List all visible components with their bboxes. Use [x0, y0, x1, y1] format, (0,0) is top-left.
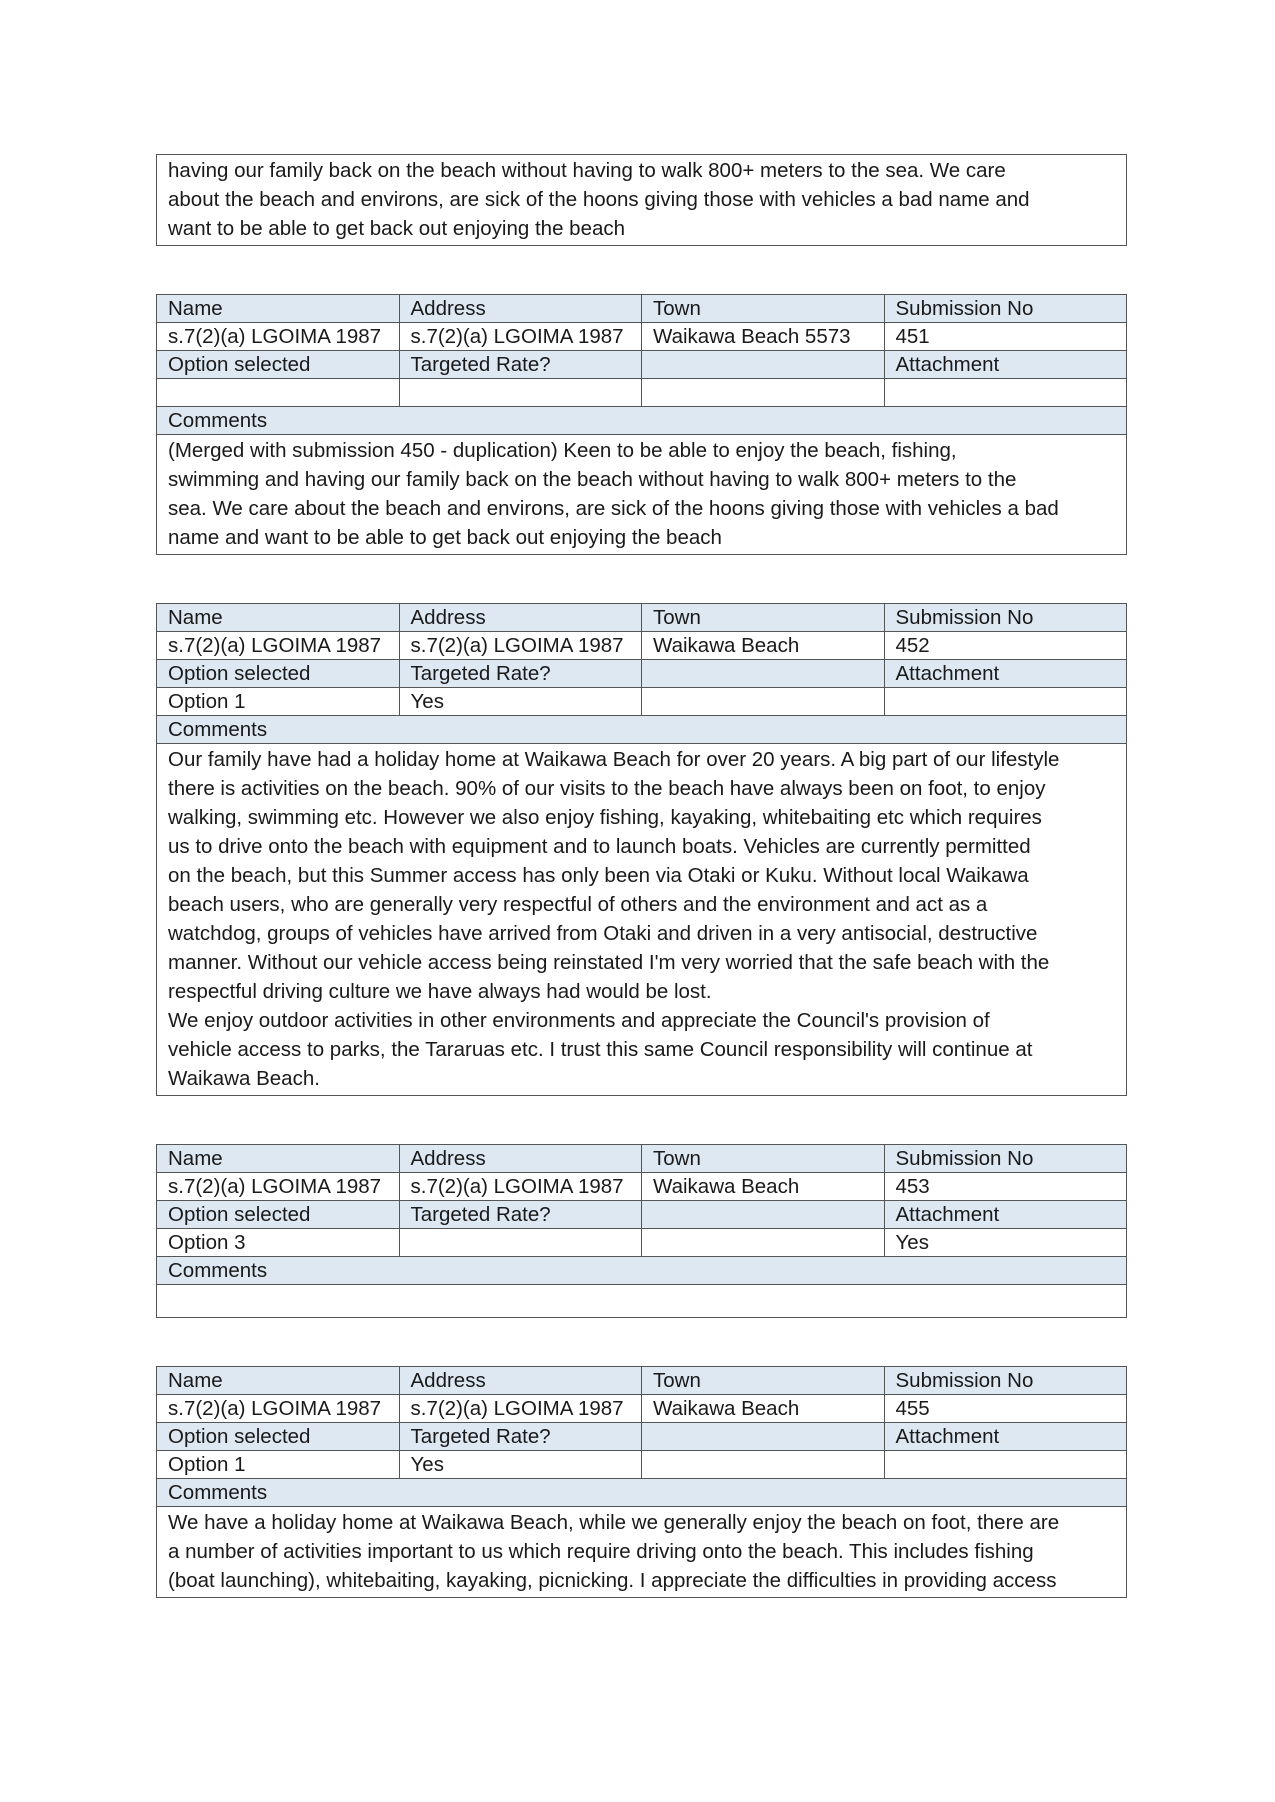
comment-line: We have a holiday home at Waikawa Beach, while we generally enjoy the beach on foot, there are	[168, 1511, 1060, 1534]
document-page	[156, 154, 1127, 1598]
comment-line: (boat launching), whitebaiting, kayaking, picnicking. I appreciate the difficulties in providing access	[168, 1569, 1057, 1592]
empty-value-cell	[642, 1229, 885, 1257]
empty-header-cell	[642, 1201, 885, 1229]
submission-no-value: 453	[884, 1173, 1127, 1201]
address-value: s.7(2)(a) LGOIMA 1987	[399, 1395, 642, 1423]
town-value: Waikawa Beach	[642, 632, 885, 660]
address-header: Address	[399, 1367, 642, 1395]
empty-header-cell	[642, 1423, 885, 1451]
address-value: s.7(2)(a) LGOIMA 1987	[399, 632, 642, 660]
comment-line: watchdog, groups of vehicles have arrived from Otaki and driven in a very antisocial, destructive	[168, 922, 1038, 945]
name-header: Name	[157, 604, 400, 632]
empty-header-cell	[642, 351, 885, 379]
continued-comment-box	[156, 154, 1127, 246]
targeted-rate-header: Targeted Rate?	[399, 660, 642, 688]
address-header: Address	[399, 1145, 642, 1173]
targeted-rate-value: Yes	[399, 1451, 642, 1479]
comments-header: Comments	[157, 716, 1127, 744]
option-selected-header: Option selected	[157, 1423, 400, 1451]
attachment-value	[884, 379, 1127, 407]
comments-header: Comments	[157, 1479, 1127, 1507]
comment-line: vehicle access to parks, the Tararuas etc. I trust this same Council responsibility will continue at	[168, 1038, 1033, 1061]
comment-line: name and want to be able to get back out enjoying the beach	[168, 526, 722, 549]
submission-list	[156, 246, 1127, 1598]
name-value: s.7(2)(a) LGOIMA 1987	[157, 323, 400, 351]
comment-line	[168, 1286, 1115, 1315]
comments-value	[157, 1285, 1127, 1318]
submission-no-value: 451	[884, 323, 1127, 351]
name-value: s.7(2)(a) LGOIMA 1987	[157, 1395, 400, 1423]
attachment-header: Attachment	[884, 1201, 1127, 1229]
address-value: s.7(2)(a) LGOIMA 1987	[399, 1173, 642, 1201]
targeted-rate-value: Yes	[399, 688, 642, 716]
submission-no-header: Submission No	[884, 295, 1127, 323]
name-header: Name	[157, 1367, 400, 1395]
comment-line: want to be able to get back out enjoying the beach	[168, 217, 626, 240]
comment-line: sea. We care about the beach and environs, are sick of the hoons giving those with vehicles a bad	[168, 497, 1059, 520]
town-header: Town	[642, 1367, 885, 1395]
comment-line: respectful driving culture we have always had would be lost.	[168, 980, 712, 1003]
empty-header-cell	[642, 660, 885, 688]
comment-line: beach users, who are generally very respectful of others and the environment and act as a	[168, 893, 988, 916]
submission-no-value: 452	[884, 632, 1127, 660]
attachment-value	[884, 688, 1127, 716]
address-value: s.7(2)(a) LGOIMA 1987	[399, 323, 642, 351]
comment-line: a number of activities important to us which require driving onto the beach. This includes fishing	[168, 1540, 1034, 1563]
town-header: Town	[642, 604, 885, 632]
comment-line: walking, swimming etc. However we also enjoy fishing, kayaking, whitebaiting etc which requires	[168, 806, 1042, 829]
targeted-rate-header: Targeted Rate?	[399, 351, 642, 379]
attachment-value	[884, 1451, 1127, 1479]
option-selected-value: Option 3	[157, 1229, 400, 1257]
targeted-rate-value	[399, 379, 642, 407]
option-selected-value: Option 1	[157, 688, 400, 716]
comments-value	[157, 1507, 1127, 1598]
comment-line: having our family back on the beach without having to walk 800+ meters to the sea. We care	[168, 159, 1006, 182]
submission-no-header: Submission No	[884, 604, 1127, 632]
attachment-header: Attachment	[884, 660, 1127, 688]
submission-table	[156, 294, 1127, 555]
town-value: Waikawa Beach	[642, 1173, 885, 1201]
address-header: Address	[399, 604, 642, 632]
option-selected-header: Option selected	[157, 660, 400, 688]
name-value: s.7(2)(a) LGOIMA 1987	[157, 632, 400, 660]
comment-line: Waikawa Beach.	[168, 1067, 320, 1090]
submission-table	[156, 603, 1127, 1096]
submission-no-header: Submission No	[884, 1145, 1127, 1173]
name-value: s.7(2)(a) LGOIMA 1987	[157, 1173, 400, 1201]
town-header: Town	[642, 295, 885, 323]
comment-line: about the beach and environs, are sick of the hoons giving those with vehicles a bad name and	[168, 188, 1030, 211]
address-header: Address	[399, 295, 642, 323]
town-value: Waikawa Beach 5573	[642, 323, 885, 351]
comment-line: (Merged with submission 450 - duplication) Keen to be able to enjoy the beach, fishing,	[168, 439, 957, 462]
comments-header: Comments	[157, 1257, 1127, 1285]
attachment-value: Yes	[884, 1229, 1127, 1257]
comment-line: swimming and having our family back on the beach without having to walk 800+ meters to the	[168, 468, 1017, 491]
empty-value-cell	[642, 688, 885, 716]
option-selected-value	[157, 379, 400, 407]
empty-value-cell	[642, 379, 885, 407]
targeted-rate-header: Targeted Rate?	[399, 1201, 642, 1229]
name-header: Name	[157, 1145, 400, 1173]
targeted-rate-header: Targeted Rate?	[399, 1423, 642, 1451]
comment-line: Our family have had a holiday home at Waikawa Beach for over 20 years. A big part of our lifestyle	[168, 748, 1060, 771]
submission-table	[156, 1366, 1127, 1598]
town-value: Waikawa Beach	[642, 1395, 885, 1423]
targeted-rate-value	[399, 1229, 642, 1257]
comment-line: manner. Without our vehicle access being reinstated I'm very worried that the safe beach with the	[168, 951, 1050, 974]
comment-line: there is activities on the beach. 90% of our visits to the beach have always been on foot, to enjoy	[168, 777, 1046, 800]
comment-line: on the beach, but this Summer access has only been via Otaki or Kuku. Without local Waikawa	[168, 864, 1029, 887]
option-selected-header: Option selected	[157, 1201, 400, 1229]
name-header: Name	[157, 295, 400, 323]
comments-value	[157, 744, 1127, 1096]
submission-no-value: 455	[884, 1395, 1127, 1423]
town-header: Town	[642, 1145, 885, 1173]
submission-table	[156, 1144, 1127, 1318]
comments-value	[157, 435, 1127, 555]
attachment-header: Attachment	[884, 1423, 1127, 1451]
option-selected-value: Option 1	[157, 1451, 400, 1479]
submission-no-header: Submission No	[884, 1367, 1127, 1395]
option-selected-header: Option selected	[157, 351, 400, 379]
comments-header: Comments	[157, 407, 1127, 435]
comment-line: We enjoy outdoor activities in other environments and appreciate the Council's provision of	[168, 1009, 990, 1032]
comment-line: us to drive onto the beach with equipment and to launch boats. Vehicles are currently permitted	[168, 835, 1031, 858]
attachment-header: Attachment	[884, 351, 1127, 379]
empty-value-cell	[642, 1451, 885, 1479]
